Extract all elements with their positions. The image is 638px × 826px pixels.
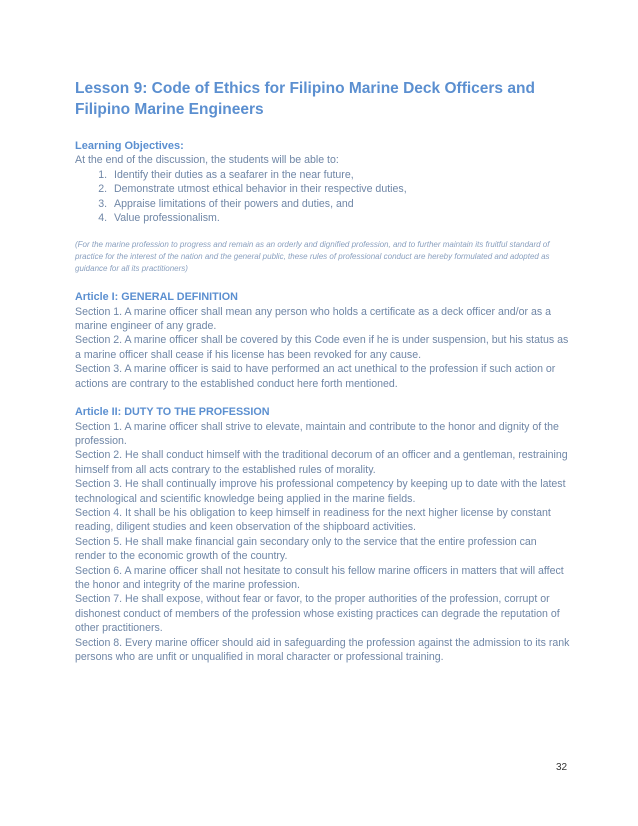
preamble: (For the marine profession to progress and remain as an orderly and dignified profession, and to further maintain its fruitful standard of practice for the interest of the nation and the general public, these rules of professional conduct are hereby formulated and adopted as guidance for all its practitioners)	[75, 239, 550, 273]
lesson-title: Lesson 9: Code of Ethics for Filipino Marine Deck Officers and Filipino Marine Engineers	[75, 80, 535, 118]
objectives-intro: At the end of the discussion, the students will be able to:	[75, 154, 339, 166]
objectives-heading: Learning Objectives:	[75, 140, 184, 152]
article-1-section: Section 3. A marine officer is said to have performed an act unethical to the profession if such action or actions are contrary to the established conduct here forth mentioned.	[75, 363, 556, 390]
article-2-section: Section 3. He shall continually improve his professional competency by keeping up to date with the latest technological and scientific knowledge being applied in the marine fields.	[75, 478, 566, 505]
document-page	[75, 78, 570, 664]
article-2-section: Section 5. He shall make financial gain secondary only to the service that the entire profession can render to the economic growth of the country.	[75, 535, 537, 563]
objective-item: 2. Demonstrate utmost ethical behavior in their respective duties,	[110, 182, 570, 197]
article-2-section: Section 7. He shall expose, without fear or favor, to the proper authorities of the profession, corrupt or dishonest conduct of members of the profession whose existing practices can degrade the reputation of other practitioners.	[75, 593, 560, 635]
article-2-section: Section 1. A marine officer shall strive to elevate, maintain and contribute to the honor and dignity of the profession.	[75, 420, 559, 447]
article-2-heading: Article II: DUTY TO THE PROFESSION	[75, 406, 270, 419]
objectives-list	[75, 168, 570, 226]
objective-item: 4. Value professionalism.	[110, 211, 570, 226]
article-2-section: Section 4. It shall be his obligation to keep himself in readiness for the next higher license by constant reading, diligent studies and keen observation of the shipboard activities.	[75, 506, 551, 534]
article-2-section: Section 8. Every marine officer should aid in safeguarding the profession against the admission to its rank persons who are unfit or unqualified in moral character or professional training.	[75, 636, 570, 664]
article-2-section: Section 2. He shall conduct himself with the traditional decorum of an officer and a gentleman, restraining himself from all acts contrary to the established rules of morality.	[75, 449, 568, 476]
article-1-section: Section 2. A marine officer shall be covered by this Code even if he is under suspension, but his status as a marine officer shall cease if his license has been revoked for any cause.	[75, 334, 569, 361]
page-number: 32	[556, 762, 568, 773]
article-1-section: Section 1. A marine officer shall mean any person who holds a certificate as a deck officer and/or as a marine engineer of any grade.	[75, 305, 552, 333]
article-1-heading: Article I: GENERAL DEFINITION	[75, 291, 238, 304]
objective-item: 3. Appraise limitations of their powers and duties, and	[110, 197, 570, 212]
article-2-section: Section 6. A marine officer shall not hesitate to consult his fellow marine officers in matters that will affect the honor and integrity of the marine profession.	[75, 564, 564, 592]
objective-item: 1. Identify their duties as a seafarer in the near future,	[110, 168, 570, 183]
spacer	[75, 391, 570, 405]
